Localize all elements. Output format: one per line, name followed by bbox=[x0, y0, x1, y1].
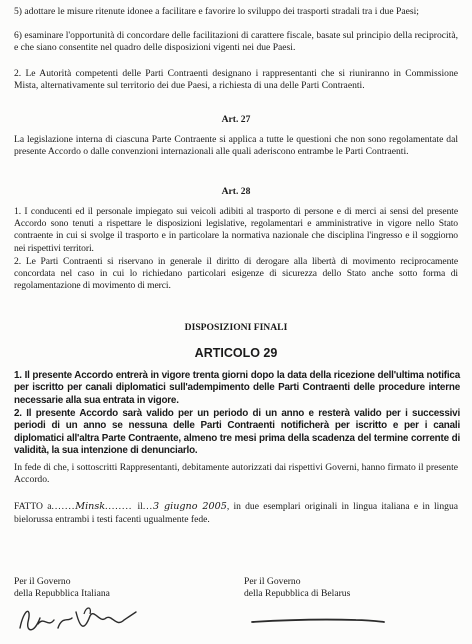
signature-belarus bbox=[244, 610, 394, 634]
done-at-suffix: , in due esemplari originali in lingua italiana e in lingua bielorussa entrambi i testi facenti ugualmente fede. bbox=[14, 501, 458, 525]
art-27-text: La legislazione interna di ciascuna Parte Contraente si applica a tutte le questioni che non sono regolamentate dal presente Accordo o dalle convenzioni internazionali alle quali aderiscono entrambe le Parti Contraenti. bbox=[14, 134, 458, 158]
signatory-italy-line2: della Repubblica Italiana bbox=[14, 588, 110, 599]
item-5: 5) adottare le misure ritenute idonee a facilitare e favorire lo sviluppo dei trasporti stradali tra i due Paesi; bbox=[14, 6, 419, 17]
art-29-paragraph-1: 1. Il presente Accordo entrerà in vigore trenta giorni dopo la data della ricezione dell'ultima notifica per iscritto per canali diplomatici sull'adempimento delle Parti Contraenti delle procedure interne necessarie alla sua entrata in vigore. bbox=[14, 370, 460, 406]
art-29-paragraph-2: 2. Il presente Accordo sarà valido per un periodo di un anno e resterà valido per i successivi periodi di un anno se nessuna delle Parti Contraenti notificherà per iscritto e per i canali diplomatici all'altra Parte Contraente, almeno tre mesi prima della scadenza del termine corrente di validità, la sua intenzione di denunciarlo. bbox=[14, 408, 460, 457]
art-28-paragraph-1: 1. I conducenti ed il personale impiegato sui veicoli adibiti al trasporto di persone e di merci ai sensi del presente Accordo sono tenuti a rispettare le disposizioni legislative, regolamentari e amministrative in vigore nello Stato contraente in cui si svolge il trasporto e in particolare la normativa nazionale che disciplina l'ingresso e il soggiorno nei rispettivi territori. bbox=[14, 206, 458, 254]
final-provisions-heading: DISPOSIZIONI FINALI bbox=[184, 322, 288, 333]
signatory-belarus-line2: della Repubblica di Belarus bbox=[244, 588, 351, 599]
item-6: 6) esaminare l'opportunità di concordare delle facilitazioni di carattere fiscale, basate sul principio della reciprocità, e che siano consentite nel quadro delle disposizioni vigenti nei due Paesi. bbox=[14, 30, 458, 54]
art-27-title: Art. 27 bbox=[221, 114, 251, 125]
signatory-italy-line1: Per il Governo bbox=[14, 576, 71, 587]
done-at-paragraph: FATTO a.......Minsk........ il...3 giugno 2005, in due esemplari originali in lingua italiana e in lingua bielorussa entrambi i testi facenti ugualmente fede. bbox=[14, 501, 458, 525]
done-at-prefix: FATTO a bbox=[14, 501, 52, 512]
date-handwritten: 3 giugno 2005 bbox=[153, 501, 227, 512]
signature-italy bbox=[14, 598, 154, 640]
place-handwritten: Minsk bbox=[75, 501, 106, 512]
paragraph-authorities: 2. Le Autorità competenti delle Parti Contraenti designano i rappresentanti che si riuniranno in Commissione Mista, alternativamente sul territorio dei due Paesi, a richiesta di una delle Parti Contraenti. bbox=[14, 68, 458, 92]
date-prefix: il bbox=[137, 501, 143, 512]
in-witness-paragraph: In fede di che, i sottoscritti Rappresentanti, debitamente autorizzati dai rispettivi Governi, hanno firmato il presente Accordo. bbox=[14, 462, 458, 486]
signatory-belarus-line1: Per il Governo bbox=[244, 576, 301, 587]
art-28-paragraph-2: 2. Le Parti Contraenti si riservano in generale il diritto di derogare alla libertà di movimento reciprocamente concordata nel caso in cui lo richiedano particolari esigenze di sicurezza dello Stato anche sotto forma di regolamentazione di movimento di merci. bbox=[14, 256, 458, 292]
art-28-title: Art. 28 bbox=[221, 186, 251, 197]
article-29-title: ARTICOLO 29 bbox=[194, 346, 278, 360]
